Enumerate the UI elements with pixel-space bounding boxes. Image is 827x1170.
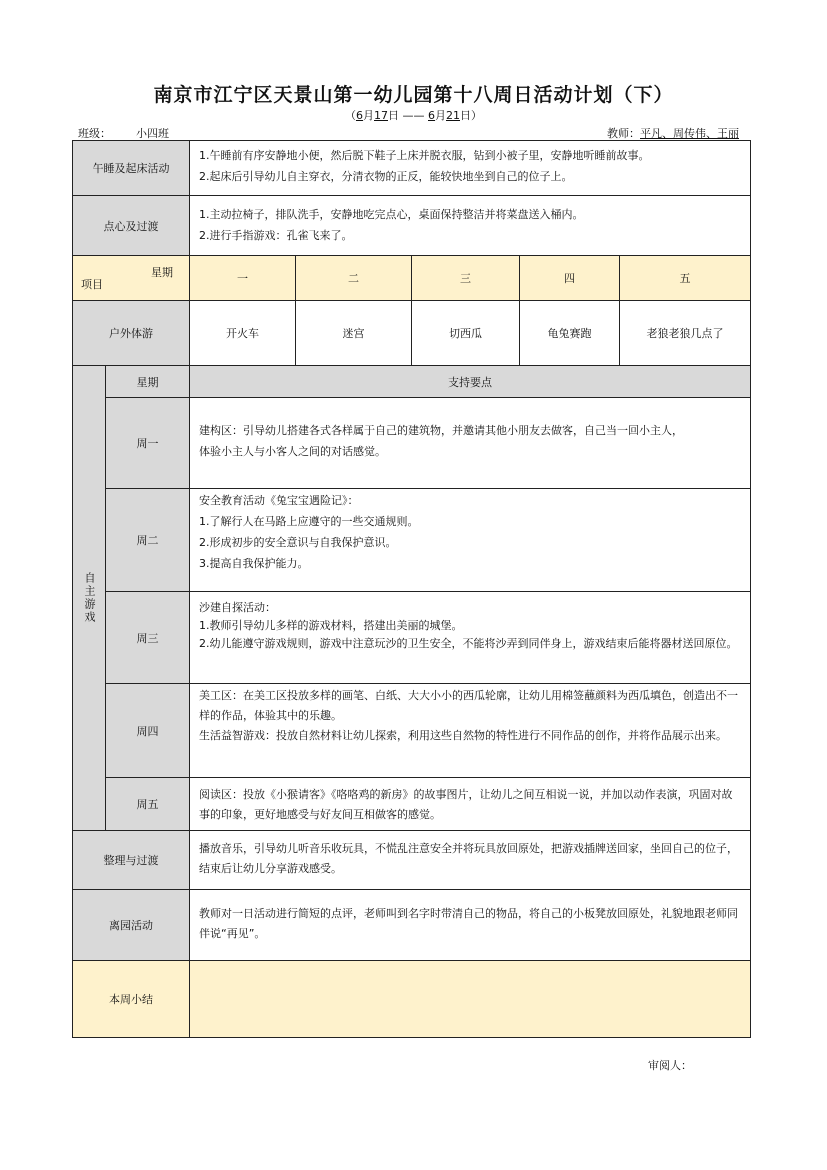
points-line: 安全教育活动《兔宝宝遇险记》： xyxy=(199,494,359,507)
snack-line: 1.主动拉椅子，排队洗手，安静地吃完点心，桌面保持整洁并将菜盘送入桶内。 xyxy=(199,208,584,221)
free-play-day-tue: 周二 xyxy=(105,488,190,592)
outdoor-game-wed: 切西瓜 xyxy=(411,300,520,366)
free-play-points-tue xyxy=(189,488,751,592)
outdoor-game-thu: 龟兔赛跑 xyxy=(519,300,620,366)
free-play-day-col-label: 星期 xyxy=(105,365,190,398)
points-line: 美工区：在美工区投放多样的画笔、白纸、大大小小的西瓜轮廓，让幼儿用棉签蘸颜料为西瓜填色，创造出不一样的作品，体验其中的乐趣。 xyxy=(199,689,738,722)
free-play-label xyxy=(72,365,106,831)
snack-label: 点心及过渡 xyxy=(72,195,190,256)
nap-label: 午睡及起床活动 xyxy=(72,140,190,196)
free-play-day-wed: 周三 xyxy=(105,591,190,684)
points-line: 2.形成初步的安全意识与自我保护意识。 xyxy=(199,536,397,549)
leave-label: 离园活动 xyxy=(72,889,190,961)
free-play-day-fri: 周五 xyxy=(105,777,190,831)
outdoor-game-tue: 迷宫 xyxy=(295,300,412,366)
tidy-content: 播放音乐，引导幼儿听音乐收玩具，不慌乱注意安全并将玩具放回原处，把游戏插牌送回家，坐回自己的位子，结束后让幼儿分享游戏感受。 xyxy=(189,830,751,890)
snack-content xyxy=(189,195,751,256)
nap-line: 2.起床后引导幼儿自主穿衣，分清衣物的正反，能较快地坐到自己的位子上。 xyxy=(199,170,573,183)
free-play-day-mon: 周一 xyxy=(105,397,190,489)
page-title: 南京市江宁区天景山第一幼儿园第十八周日活动计划（下） xyxy=(153,84,674,106)
teachers-label: 教师： xyxy=(607,127,640,140)
teachers-value: 平凡、周传伟、王丽 xyxy=(640,127,739,140)
week-header-corner xyxy=(72,255,190,301)
day-header-thu: 四 xyxy=(519,255,620,301)
day-header-wed: 三 xyxy=(411,255,520,301)
summary-label: 本周小结 xyxy=(72,960,190,1038)
outdoor-game-mon: 开火车 xyxy=(189,300,296,366)
nap-line: 1.午睡前有序安静地小便，然后脱下鞋子上床并脱衣服，钻到小被子里，安静地听睡前故事。 xyxy=(199,149,650,162)
summary-content xyxy=(189,960,751,1038)
points-line: 生活益智游戏：投放自然材料让幼儿探索，利用这些自然物的特性进行不同作品的创作，并将作品展示出来。 xyxy=(199,729,727,742)
free-play-points-mon xyxy=(189,397,751,489)
reviewer-label: 审阅人： xyxy=(648,1059,692,1072)
points-line: 体验小主人与小客人之间的对话感觉。 xyxy=(199,445,386,458)
points-line: 沙建自探活动： xyxy=(199,601,276,614)
free-play-label-text: 自主游戏 xyxy=(83,572,96,624)
outdoor-game-fri: 老狼老狼几点了 xyxy=(619,300,751,366)
points-line: 阅读区：投放《小猴请客》《咯咯鸡的新房》的故事图片，让幼儿之间互相说一说，并加以动作表演，巩固对故事的印象，更好地感受与好友间互相做客的感觉。 xyxy=(199,788,733,821)
week-day-label: 星期 xyxy=(151,266,173,279)
free-play-day-thu: 周四 xyxy=(105,683,190,778)
free-play-points-thu xyxy=(189,683,751,778)
date-range: （6月17日 —— 6月21日） xyxy=(345,109,482,122)
week-item-label: 项目 xyxy=(81,278,103,291)
tidy-label: 整理与过渡 xyxy=(72,830,190,890)
points-line: 1.教师引导幼儿多样的游戏材料，搭建出美丽的城堡。 xyxy=(199,619,463,632)
free-play-points-wed xyxy=(189,591,751,684)
snack-line: 2.进行手指游戏：孔雀飞来了。 xyxy=(199,229,353,242)
day-header-tue: 二 xyxy=(295,255,412,301)
points-line: 3.提高自我保护能力。 xyxy=(199,557,309,570)
class-label: 班级： xyxy=(78,127,111,140)
free-play-points-label: 支持要点 xyxy=(189,365,751,398)
outdoor-label: 户外体游 xyxy=(72,300,190,366)
free-play-points-fri xyxy=(189,777,751,831)
leave-content: 教师对一日活动进行简短的点评，老师叫到名字时带清自己的物品，将自己的小板凳放回原处，礼貌地跟老师同伴说“再见”。 xyxy=(189,889,751,961)
day-header-fri: 五 xyxy=(619,255,751,301)
points-line: 2.幼儿能遵守游戏规则，游戏中注意玩沙的卫生安全，不能将沙弄到同伴身上，游戏结束后能将器材送回原位。 xyxy=(199,637,738,650)
class-value: 小四班 xyxy=(111,125,216,142)
day-header-mon: 一 xyxy=(189,255,296,301)
points-line: 1.了解行人在马路上应遵守的一些交通规则。 xyxy=(199,515,419,528)
nap-content xyxy=(189,140,751,196)
points-line: 建构区：引导幼儿搭建各式各样属于自己的建筑物，并邀请其他小朋友去做客，自己当一回小主人， xyxy=(199,424,683,437)
teachers-info xyxy=(607,125,739,141)
